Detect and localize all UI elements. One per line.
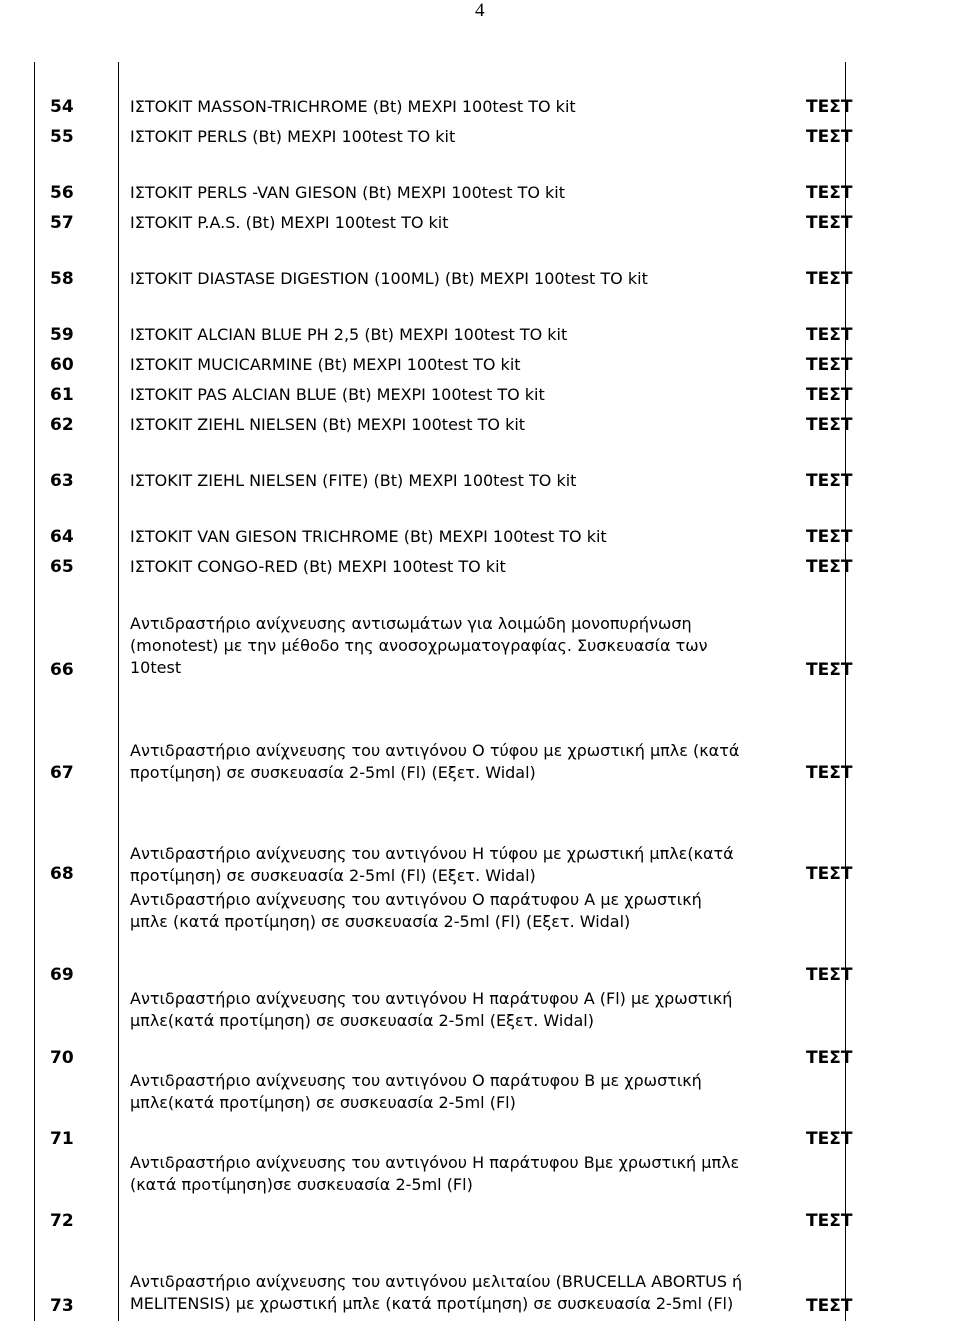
unit-label: ΤΕΣΤ xyxy=(806,965,853,985)
item-description-line: (monotest) με την μέθοδο της ανοσοχρωματογραφίας. Συσκευασία των xyxy=(130,636,708,655)
item-description-line: MELITENSIS) με χρωστική μπλε (κατά προτίμηση) σε συσκευασία 2-5ml (Fl) xyxy=(130,1294,734,1313)
item-description-line: (κατά προτίμηση)σε συσκευασία 2-5ml (Fl) xyxy=(130,1175,473,1194)
unit-label: ΤΕΣΤ xyxy=(806,1129,853,1149)
unit-label: ΤΕΣΤ xyxy=(806,415,853,435)
item-description-line: ΙΣΤΟΚΙΤ CONGO-RED (Bt) ΜΕΧΡΙ 100test ΤΟ kit xyxy=(130,557,506,576)
unit-label: ΤΕΣΤ xyxy=(806,355,853,375)
column-divider-left xyxy=(34,62,35,1321)
row-number: 59 xyxy=(50,325,74,345)
row-number: 55 xyxy=(50,127,74,147)
unit-label: ΤΕΣΤ xyxy=(806,1048,853,1068)
row-number: 65 xyxy=(50,557,74,577)
item-description-line: μπλε(κατά προτίμηση) σε συσκευασία 2-5ml (Fl) xyxy=(130,1093,516,1112)
unit-label: ΤΕΣΤ xyxy=(806,385,853,405)
item-description-line: Αντιδραστήριο ανίχνευσης του αντιγόνου Ο τύφου με χρωστική μπλε (κατά xyxy=(130,741,740,760)
row-number: 62 xyxy=(50,415,74,435)
item-description-line: ΙΣΤΟΚΙΤ MUCICARMINE (Bt) ΜΕΧΡΙ 100test ΤΟ kit xyxy=(130,355,521,374)
unit-label: ΤΕΣΤ xyxy=(806,864,853,884)
column-divider-middle xyxy=(118,62,119,1321)
item-description-line: ΙΣΤΟΚΙΤ PERLS (Bt) ΜΕΧΡΙ 100test ΤΟ kit xyxy=(130,127,456,146)
unit-label: ΤΕΣΤ xyxy=(806,527,853,547)
item-description-line: ΙΣΤΟΚΙΤ P.A.S. (Bt) ΜΕΧΡΙ 100test ΤΟ kit xyxy=(130,213,449,232)
unit-label: ΤΕΣΤ xyxy=(806,763,853,783)
unit-label: ΤΕΣΤ xyxy=(806,269,853,289)
item-description-line: Αντιδραστήριο ανίχνευσης του αντιγόνου μελιταίου (BRUCELLA ABORTUS ή xyxy=(130,1272,743,1291)
item-description-line: μπλε (κατά προτίμηση) σε συσκευασία 2-5ml (Fl) (Εξετ. Widal) xyxy=(130,912,631,931)
row-number: 73 xyxy=(50,1296,74,1316)
unit-label: ΤΕΣΤ xyxy=(806,325,853,345)
row-number: 54 xyxy=(50,97,74,117)
row-number: 69 xyxy=(50,965,74,985)
row-number: 66 xyxy=(50,660,74,680)
page-number: 4 xyxy=(475,0,485,21)
unit-label: ΤΕΣΤ xyxy=(806,660,853,680)
row-number: 70 xyxy=(50,1048,74,1068)
row-number: 58 xyxy=(50,269,74,289)
unit-label: ΤΕΣΤ xyxy=(806,183,853,203)
item-description-line: ΙΣΤΟΚΙΤ VAN GIESON TRICHROME (Bt) ΜΕΧΡΙ 100test ΤΟ kit xyxy=(130,527,607,546)
item-description-line: ΙΣΤΟΚΙΤ PERLS -VAN GIESON (Bt) ΜΕΧΡΙ 100test ΤΟ kit xyxy=(130,183,566,202)
unit-label: ΤΕΣΤ xyxy=(806,557,853,577)
item-description-line: Αντιδραστήριο ανίχνευσης του αντιγόνου Η παράτυφου Βμε χρωστική μπλε xyxy=(130,1153,740,1172)
item-description-line: Αντιδραστήριο ανίχνευσης του αντιγόνου Η τύφου με χρωστική μπλε(κατά xyxy=(130,844,734,863)
item-description-line: ΙΣΤΟΚΙΤ PAS ALCIAN BLUE (Bt) ΜΕΧΡΙ 100test ΤΟ kit xyxy=(130,385,545,404)
row-number: 68 xyxy=(50,864,74,884)
item-description-line: Αντιδραστήριο ανίχνευσης του αντιγόνου Ο παράτυφου Α με χρωστική xyxy=(130,890,702,909)
item-description-line: προτίμηση) σε συσκευασία 2-5ml (Fl) (Εξετ. Widal) xyxy=(130,763,536,782)
unit-label: ΤΕΣΤ xyxy=(806,127,853,147)
unit-label: ΤΕΣΤ xyxy=(806,97,853,117)
row-number: 60 xyxy=(50,355,74,375)
row-number: 67 xyxy=(50,763,74,783)
item-description-line: μπλε(κατά προτίμηση) σε συσκευασία 2-5ml (Εξετ. Widal) xyxy=(130,1011,594,1030)
item-description-line: ΙΣΤΟΚΙΤ ALCIAN BLUE PH 2,5 (Bt) ΜΕΧΡΙ 100test ΤΟ kit xyxy=(130,325,568,344)
item-description-line: ΙΣΤΟΚΙΤ ZIEHL NIELSEN (Bt) ΜΕΧΡΙ 100test ΤΟ kit xyxy=(130,415,526,434)
unit-label: ΤΕΣΤ xyxy=(806,1296,853,1316)
item-description-line: ΙΣΤΟΚΙΤ ZIEHL NIELSEN (FITE) (Bt) ΜΕΧΡΙ 100test ΤΟ kit xyxy=(130,471,577,490)
unit-label: ΤΕΣΤ xyxy=(806,213,853,233)
item-description-line: 10test xyxy=(130,658,182,677)
row-number: 57 xyxy=(50,213,74,233)
item-description-line: Αντιδραστήριο ανίχνευσης του αντιγόνου Ο παράτυφου Β με χρωστική xyxy=(130,1071,702,1090)
item-description-line: προτίμηση) σε συσκευασία 2-5ml (Fl) (Εξετ. Widal) xyxy=(130,866,536,885)
item-description-line: ΙΣΤΟΚΙΤ DIASTASE DIGESTION (100ML) (Bt) ΜΕΧΡΙ 100test ΤΟ kit xyxy=(130,269,648,288)
row-number: 56 xyxy=(50,183,74,203)
item-description-line: Αντιδραστήριο ανίχνευσης του αντιγόνου Η παράτυφου Α (Fl) με χρωστική xyxy=(130,989,733,1008)
unit-label: ΤΕΣΤ xyxy=(806,471,853,491)
row-number: 63 xyxy=(50,471,74,491)
item-description-line: ΙΣΤΟΚΙΤ MASSON-TRICHROME (Bt) ΜΕΧΡΙ 100test ΤΟ kit xyxy=(130,97,576,116)
row-number: 72 xyxy=(50,1211,74,1231)
row-number: 64 xyxy=(50,527,74,547)
unit-label: ΤΕΣΤ xyxy=(806,1211,853,1231)
row-number: 61 xyxy=(50,385,74,405)
row-number: 71 xyxy=(50,1129,74,1149)
item-description-line: Αντιδραστήριο ανίχνευσης αντισωμάτων για λοιμώδη μονοπυρήνωση xyxy=(130,614,692,633)
